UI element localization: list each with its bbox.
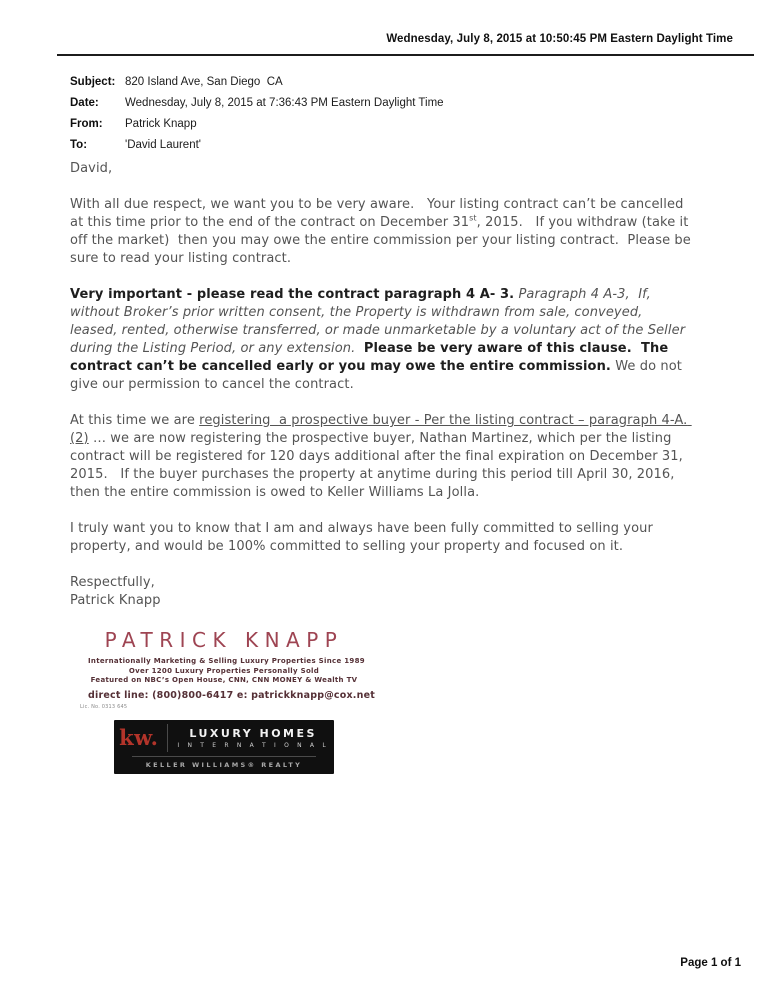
header-divider bbox=[57, 54, 754, 56]
international-text: I N T E R N A T I O N A L bbox=[177, 742, 329, 749]
email-body bbox=[70, 160, 694, 628]
paragraph-contract-warning: With all due respect, we want you to be very aware. Your listing contract can’t be cancelled at this time prior to the end of the contract on December 31st, 2015. If you withdraw (take it off the market) then you may owe the entire commission per your listing contract. Please be sure to read your listing contract. bbox=[70, 197, 696, 266]
from-label: From: bbox=[70, 118, 103, 130]
logo-vertical-divider bbox=[167, 724, 168, 752]
closing-signoff: Respectfully, Patrick Knapp bbox=[70, 575, 161, 608]
email-header bbox=[70, 75, 444, 159]
logo-horizontal-divider bbox=[132, 756, 316, 757]
license-fine-print: Lic. No. 0313 645 bbox=[80, 703, 128, 710]
paragraph-very-important: Very important - please read the contract paragraph 4 A- 3. Paragraph 4 A-3, If, without Broker’s prior written consent, the Property is withdrawn from sale, conveyed, leased, rented, otherwise transferred, or made unmarketable by a voluntary act of the Seller during the Listing Period, or any extension. Please be very aware of this clause. The contract can’t be cancelled early or you may owe the entire commission. We do not give our permission to cancel the contract. bbox=[70, 287, 690, 392]
print-timestamp: Wednesday, July 8, 2015 at 10:50:45 PM Eastern Daylight Time bbox=[386, 33, 733, 45]
signature-tagline-2: Over 1200 Luxury Properties Personally Sold bbox=[128, 666, 320, 675]
paragraph-commitment: I truly want you to know that I am and always have been fully committed to selling your property, and would be 100% committed to selling your property and focused on it. bbox=[70, 521, 658, 554]
logo-brand-names bbox=[177, 727, 328, 749]
salutation: David, bbox=[70, 161, 113, 176]
date-value: Wednesday, July 8, 2015 at 7:36:43 PM Eastern Daylight Time bbox=[125, 97, 444, 109]
keller-williams-luxury-homes-logo bbox=[114, 720, 334, 774]
page-number: Page 1 of 1 bbox=[680, 957, 741, 969]
luxury-homes-text: LUXURY HOMES bbox=[189, 727, 317, 740]
keller-williams-realty-text: KELLER WILLIAMS® REALTY bbox=[145, 761, 303, 769]
to-label: To: bbox=[70, 139, 88, 151]
subject-label: Subject: bbox=[70, 76, 116, 88]
logo-top-row bbox=[119, 724, 329, 752]
signature-tagline-3: Featured on NBC’s Open House, CNN, CNN MONEY & Wealth TV bbox=[90, 676, 358, 684]
subject-value: 820 Island Ave, San Diego CA bbox=[125, 76, 283, 88]
signature-tagline-1: Internationally Marketing & Selling Luxury Properties Since 1989 bbox=[88, 657, 365, 665]
paragraph-registering-buyer: At this time we are registering a prospective buyer - Per the listing contract – paragraph 4-A. (2) … we are now registering the prospective buyer, Nathan Martinez, which per the listing contract will be registered for 120 days additional after the final expiration on December 31, 2015. If the buyer purchases the property at anytime during this period till April 30, 2016, then the entire commission is owed to Keller Williams La Jolla. bbox=[70, 413, 692, 500]
date-label: Date: bbox=[70, 97, 99, 109]
to-value: 'David Laurent' bbox=[125, 139, 201, 151]
kw-wordmark: kw. bbox=[119, 725, 159, 750]
from-value: Patrick Knapp bbox=[125, 118, 197, 130]
agent-name: PATRICK KNAPP bbox=[104, 628, 344, 652]
date-row bbox=[70, 96, 444, 110]
signature-contact-line: direct line: (800)800-6417 e: patrickknapp@cox.net bbox=[88, 689, 375, 701]
signature-block bbox=[80, 628, 375, 774]
from-row bbox=[70, 117, 444, 131]
subject-row bbox=[70, 75, 444, 89]
to-row bbox=[70, 138, 444, 152]
